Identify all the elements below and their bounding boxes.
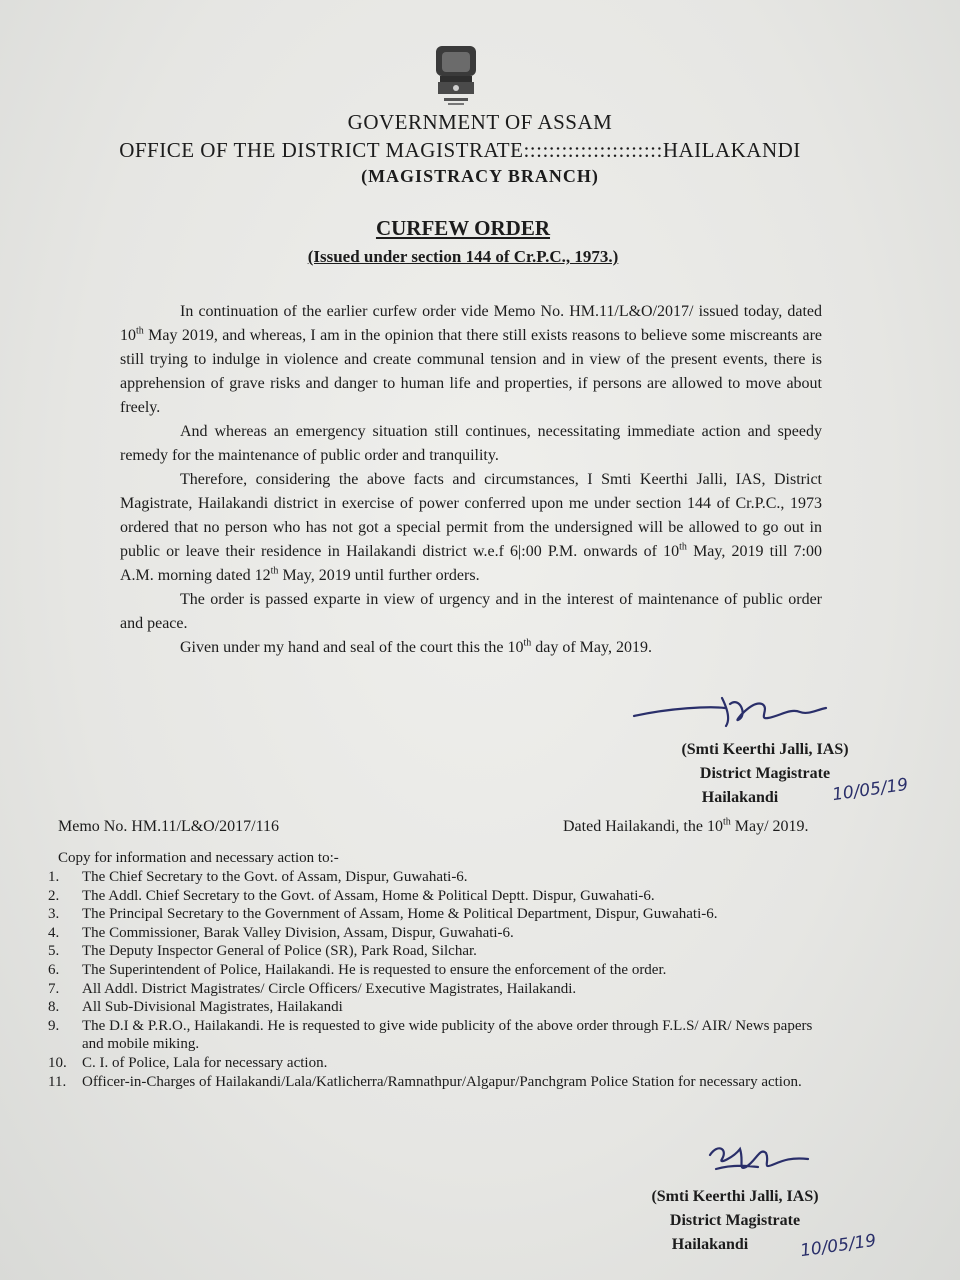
list-item-number: 3. (48, 906, 60, 923)
branch-heading: (MAGISTRACY BRANCH) (361, 166, 599, 186)
list-item-number: 9. (48, 1017, 60, 1034)
list-item-text: All Sub-Divisional Magistrates, Hailakandi (82, 999, 343, 1016)
p5-text-a: Given under my hand and seal of the court this the 10 (180, 639, 524, 656)
government-heading: GOVERNMENT OF ASSAM (347, 110, 613, 134)
paragraph-2: And whereas an emergency situation still continues, necessitating immediate action and speedy remedy for the maintenance of public order and tranquility. (120, 423, 822, 464)
order-body (120, 300, 822, 660)
list-item-number: 5. (48, 943, 60, 960)
signatory-place-2: Hailakandi (671, 1236, 749, 1253)
list-item-number: 2. (48, 887, 60, 904)
memo-date (563, 818, 809, 836)
list-item-number: 6. (48, 961, 60, 978)
list-item-text: The Addl. Chief Secretary to the Govt. of Assam, Home & Political Deptt. Dispur, Guwahati-6. (82, 887, 655, 904)
p5-text-b: day of May, 2019. (531, 639, 652, 656)
handwritten-date-2: 10/05/19 (798, 1230, 878, 1262)
list-item-text: All Addl. District Magistrates/ Circle Officers/ Executive Magistrates, Hailakandi. (82, 980, 577, 997)
p1-sup: th (136, 325, 144, 337)
list-item (48, 905, 828, 924)
signature-1 (630, 690, 850, 730)
memo-date-b: May/ 2019. (730, 818, 809, 835)
signatory-place: Hailakandi (701, 789, 779, 806)
memo-date-a: Dated Hailakandi, the 10 (563, 818, 723, 835)
memo-date-sup: th (722, 816, 731, 828)
national-emblem-icon (428, 42, 484, 108)
list-item (48, 887, 828, 906)
list-item-text: Officer-in-Charges of Hailakandi/Lala/Katlicherra/Ramnathpur/Algapur/Panchgram Police Station for necessary action. (82, 1073, 802, 1090)
list-item-number: 1. (48, 869, 60, 885)
p3-text-b: May, 2019 till 7:00 A.M. morning dated 12 (120, 543, 823, 584)
p3-sup-2: th (270, 565, 279, 577)
list-item (48, 868, 828, 887)
list-item (48, 1017, 828, 1054)
list-item (48, 998, 828, 1017)
order-subtitle: (Issued under section 144 of Cr.P.C., 1973.) (307, 247, 619, 266)
list-item (48, 942, 828, 961)
list-item-number: 7. (48, 980, 60, 997)
office-heading: OFFICE OF THE DISTRICT MAGISTRATE::::::::::::::::::::::HAILAKANDI (119, 138, 801, 162)
signature-2 (700, 1135, 820, 1185)
list-item-number: 4. (48, 924, 60, 941)
p1-text-a: In continuation of the earlier curfew order vide Memo No. HM.11/L&O/2017/ issued today, dated 10 (120, 303, 822, 344)
p3-text-c: May, 2019 until further orders. (278, 567, 480, 584)
list-item-text: C. I. of Police, Lala for necessary action. (82, 1054, 328, 1071)
list-item-text: The Principal Secretary to the Government of Assam, Home & Political Department, Dispur, Guwahati-6. (82, 906, 718, 923)
handwritten-date-1: 10/05/19 (830, 774, 910, 806)
signatory-name: (Smti Keerthi Jalli, IAS) (681, 741, 849, 758)
list-item (48, 1073, 828, 1092)
paragraph-5 (120, 636, 822, 660)
copy-list (48, 868, 828, 1091)
paragraph-4: The order is passed exparte in view of urgency and in the interest of maintenance of public order and peace. (120, 591, 822, 632)
list-item-text: The Deputy Inspector General of Police (SR), Park Road, Silchar. (82, 943, 477, 960)
signatory-designation: District Magistrate (699, 765, 831, 782)
paragraph-1 (120, 300, 822, 420)
list-item-text: The Commissioner, Barak Valley Division, Assam, Dispur, Guwahati-6. (82, 924, 514, 941)
list-item (48, 1054, 828, 1073)
signatory-designation-2: District Magistrate (669, 1212, 801, 1229)
list-item-text: The Superintendent of Police, Hailakandi. He is requested to ensure the enforcement of the order. (82, 961, 667, 978)
list-item (48, 980, 828, 999)
p3-sup-1: th (679, 541, 687, 553)
list-item-number: 11. (48, 1073, 67, 1090)
memo-number: Memo No. HM.11/L&O/2017/116 (58, 818, 280, 835)
list-item-number: 8. (48, 999, 60, 1016)
signatory-name-2: (Smti Keerthi Jalli, IAS) (651, 1188, 819, 1205)
p5-sup: th (523, 637, 532, 649)
copy-intro: Copy for information and necessary action to:- (58, 850, 339, 866)
list-item-text: The D.I & P.R.O., Hailakandi. He is requested to give wide publicity of the above order through F.L.S/ AIR/ News papers and mobile miking. (82, 1017, 813, 1053)
list-item (48, 924, 828, 943)
list-item-number: 10. (48, 1054, 67, 1071)
paragraph-3 (120, 468, 822, 588)
p3-text-a: Therefore, considering the above facts and circumstances, I Smti Keerthi Jalli, IAS, District Magistrate, Hailakandi district in exercise of power conferred upon me under section 144 of Cr.P.C., 1973 ordered that no person who has not got a special permit from the undersigned will be allowed to go out in public or leave their residence in Hailakandi district w.e.f 6|:00 P.M. onwards of 10 (120, 471, 822, 560)
p1-text-b: May 2019, and whereas, I am in the opinion that there still exists reasons to believe some miscreants are still trying to indulge in violence and create communal tension and in view of the present events, there is apprehension of grave risks and danger to human life and properties, if persons are allowed to move about freely. (120, 327, 822, 416)
list-item (48, 961, 828, 980)
order-title: CURFEW ORDER (375, 216, 551, 240)
list-item-text: The Chief Secretary to the Govt. of Assam, Dispur, Guwahati-6. (82, 869, 468, 885)
